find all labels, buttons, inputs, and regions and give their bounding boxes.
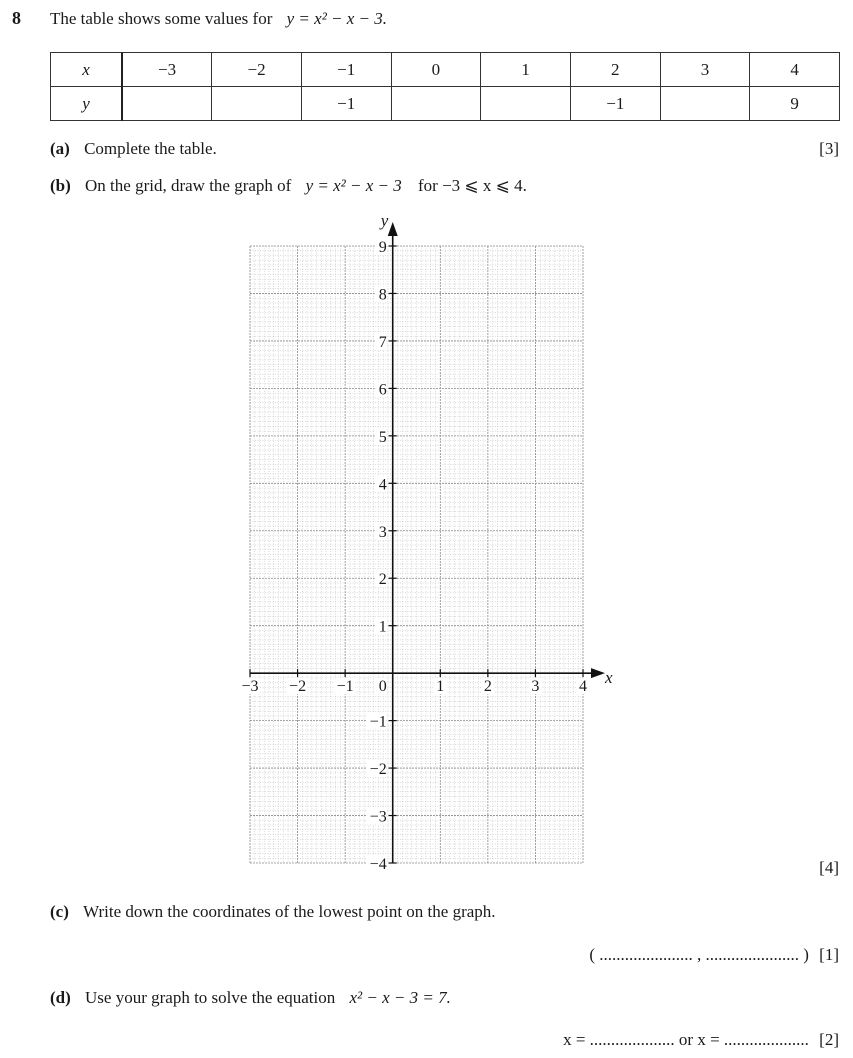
table-x-header: x — [51, 53, 123, 87]
x-tick-label: −1 — [336, 678, 354, 696]
y-tick-label: −3 — [369, 808, 387, 826]
part-c — [50, 902, 496, 922]
part-a-text: Complete the table. — [84, 139, 217, 158]
part-b-range: for −3 ⩽ x ⩽ 4. — [418, 176, 527, 195]
part-b-equation: y = x² − x − 3 — [305, 176, 402, 195]
question-intro-text: The table shows some values for — [50, 9, 273, 28]
y-tick-label: 1 — [378, 618, 387, 636]
part-c-answer[interactable]: ( ...................... , ...................... ) — [589, 945, 809, 964]
y-tick-label: 2 — [378, 571, 387, 589]
x-axis-label: x — [605, 668, 613, 688]
part-c-label: (c) — [50, 902, 69, 921]
x-tick-label: −2 — [289, 678, 307, 696]
table-x-cell: 0 — [391, 53, 481, 87]
part-d-equation: x² − x − 3 = 7. — [349, 988, 451, 1007]
y-tick-label: 5 — [378, 428, 387, 446]
grid-minor-lines — [250, 246, 583, 863]
question-number: 8 — [12, 8, 21, 28]
table-x-cell: 1 — [481, 53, 571, 87]
x-tick-label: 0 — [378, 678, 387, 696]
part-d-label: (d) — [50, 988, 71, 1007]
table-x-cell: 3 — [660, 53, 750, 87]
x-tick-label: 1 — [436, 678, 445, 696]
y-tick-label: 3 — [378, 523, 387, 541]
y-tick-label: 4 — [378, 476, 387, 494]
table-y-cell[interactable]: 9 — [750, 87, 840, 121]
part-d — [50, 988, 451, 1008]
y-tick-label: 8 — [378, 286, 387, 304]
part-b-marks: [4] — [819, 858, 839, 877]
x-tick-label: 4 — [579, 678, 587, 696]
part-b-text: On the grid, draw the graph of — [85, 176, 292, 195]
table-y-cell[interactable]: −1 — [301, 87, 391, 121]
table-x-cell: −1 — [301, 53, 391, 87]
x-tick-label: −3 — [241, 678, 259, 696]
y-tick-label: 6 — [378, 381, 387, 399]
table-x-cell: −3 — [122, 53, 212, 87]
y-tick-label: −1 — [369, 713, 387, 731]
x-axis-arrow-icon — [591, 668, 605, 678]
x-tick-label: 3 — [531, 678, 540, 696]
part-b-label: (b) — [50, 176, 71, 195]
part-c-marks: [1] — [819, 945, 839, 964]
y-tick-label: −2 — [369, 761, 387, 779]
axes — [250, 222, 605, 863]
part-a-label: (a) — [50, 139, 70, 158]
part-d-answer-line[interactable] — [563, 1030, 839, 1050]
part-a-marks: [3] — [819, 139, 839, 158]
table-x-cell: 2 — [570, 53, 660, 87]
question-equation: y = x² − x − 3. — [286, 9, 388, 28]
part-d-marks: [2] — [819, 1030, 839, 1049]
table-y-header: y — [51, 87, 123, 121]
y-tick-label: −4 — [369, 856, 387, 873]
table-y-cell[interactable]: −1 — [570, 87, 660, 121]
part-c-answer-line[interactable] — [589, 945, 839, 965]
table-x-cell: −2 — [212, 53, 302, 87]
y-axis-arrow-icon — [388, 222, 398, 236]
part-d-text: Use your graph to solve the equation — [85, 988, 336, 1007]
y-axis-label: y — [380, 211, 389, 230]
part-d-answer[interactable]: x = .................... or x = .................... — [563, 1030, 809, 1049]
table-x-cell: 4 — [750, 53, 840, 87]
y-tick-label: 7 — [378, 333, 387, 351]
x-tick-label: 2 — [483, 678, 492, 696]
y-tick-label: 9 — [378, 239, 387, 256]
axis-tick-labels — [240, 239, 589, 873]
part-c-text: Write down the coordinates of the lowest point on the graph. — [83, 902, 496, 921]
